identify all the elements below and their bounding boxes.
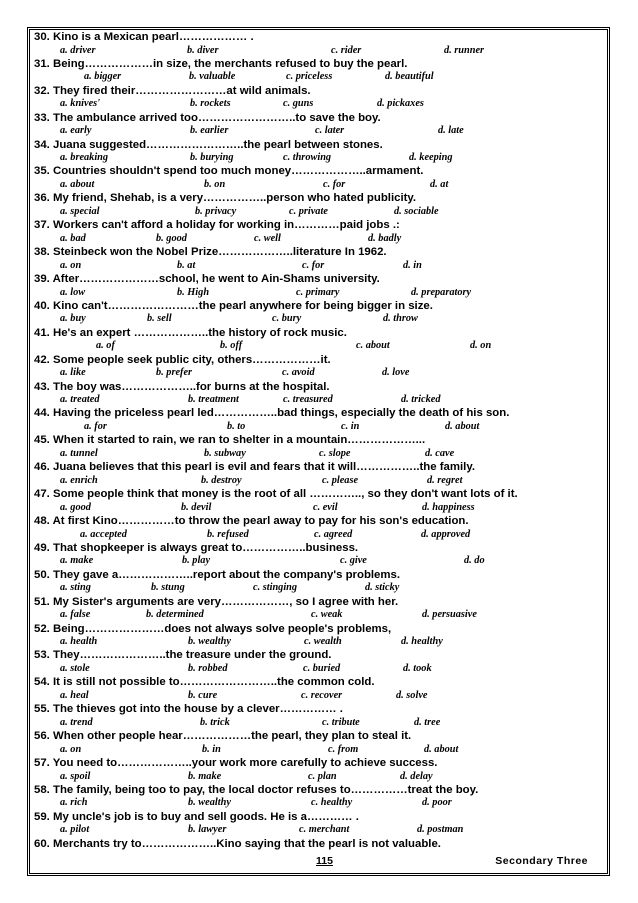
answer-option: d. preparatory	[411, 286, 472, 298]
answer-option: c. healthy	[311, 797, 353, 809]
answer-option: d. on	[470, 340, 492, 352]
answer-option: c. give	[340, 555, 367, 567]
options-row	[34, 554, 604, 568]
answer-option: a. about	[60, 178, 95, 190]
answer-option: b. valuable	[189, 71, 236, 83]
options-row	[34, 339, 604, 353]
answer-option: a. heal	[60, 689, 89, 701]
options-row	[34, 312, 604, 326]
answer-option: c. evil	[313, 501, 338, 513]
options-row	[34, 178, 604, 192]
question-text: 34. Juana suggested……………………..the pearl between stones.	[34, 138, 383, 151]
answer-option: b. robbed	[188, 662, 228, 674]
answer-option: b. destroy	[201, 474, 242, 486]
options-row	[34, 501, 604, 515]
answer-option: b. High	[177, 286, 210, 298]
question-text: 45. When it started to rain, we ran to shelter in a mountain………………...	[34, 434, 426, 447]
question-text: 42. Some people seek public city, others………………it.	[34, 353, 331, 366]
answer-option: c. throwing	[283, 152, 332, 164]
answer-option: d. pickaxes	[377, 98, 424, 110]
answer-option: d. love	[382, 367, 410, 379]
answer-option: b. to	[227, 420, 246, 432]
page-number: 115	[316, 855, 333, 867]
answer-option: d. sociable	[394, 205, 439, 217]
answer-option: c. weak	[311, 609, 343, 621]
answer-option: c. agreed	[314, 528, 353, 540]
options-row	[34, 70, 604, 84]
options-row	[34, 259, 604, 273]
answer-option: b. cure	[188, 689, 218, 701]
answer-option: a. for	[84, 420, 107, 432]
options-row	[34, 581, 604, 595]
options-row	[34, 823, 604, 837]
answer-option: d. poor	[422, 797, 452, 809]
answer-option: d. in	[403, 259, 422, 271]
answer-option: b. trick	[200, 716, 230, 728]
question-text: 57. You need to………………..your work more carefully to achieve success.	[34, 757, 438, 770]
question-text: 31. Being………………in size, the merchants refused to buy the pearl.	[34, 57, 408, 70]
answer-option: a. low	[60, 286, 86, 298]
question-text: 60. Merchants try to………………..Kino saying that the pearl is not valuable.	[34, 837, 441, 850]
options-row	[34, 608, 604, 622]
options-row	[34, 286, 604, 300]
question-text: 46. Juana believes that this pearl is evil and fears that it will……………..the family.	[34, 461, 475, 474]
answer-option: b. in	[202, 743, 221, 755]
answer-option: c. merchant	[299, 824, 350, 836]
answer-option: d. persuasive	[422, 609, 477, 621]
question-text: 41. He's an expert ………………..the history of rock music.	[34, 326, 347, 339]
answer-option: b. rockets	[190, 98, 231, 110]
answer-option: a. on	[60, 743, 82, 755]
answer-option: a. pilot	[60, 824, 90, 836]
options-row	[34, 662, 604, 676]
answer-option: b. stung	[151, 582, 185, 594]
answer-option: a. special	[60, 205, 100, 217]
question-text: 37. Workers can't afford a holiday for working in…………paid jobs .:	[34, 219, 400, 232]
answer-option: c. from	[328, 743, 359, 755]
options-row	[34, 716, 604, 730]
answer-option: d. tricked	[401, 394, 441, 406]
question-text: 58. The family, being too to pay, the local doctor refuses to……………treat the boy.	[34, 783, 479, 796]
answer-option: a. false	[60, 609, 91, 621]
answer-option: b. lawyer	[188, 824, 227, 836]
answer-option: a. health	[60, 636, 98, 648]
answer-option: c. rider	[331, 44, 362, 56]
answer-option: a. good	[60, 501, 91, 513]
question-text: 32. They fired their……………………at wild animals.	[34, 84, 311, 97]
question-text: 33. The ambulance arrived too……………………..to save the boy.	[34, 111, 381, 124]
options-row	[34, 44, 604, 58]
answer-option: c. bury	[272, 313, 302, 325]
answer-option: b. devil	[181, 501, 212, 513]
answer-option: b. make	[188, 770, 222, 782]
question-text: 40. Kino can't……………………the pearl anywhere for being bigger in size.	[34, 299, 433, 312]
answer-option: a. trend	[60, 716, 93, 728]
answer-option: a. on	[60, 259, 82, 271]
answer-option: d. healthy	[401, 636, 443, 648]
answer-option: a. bad	[60, 232, 86, 244]
answer-option: c. wealth	[304, 636, 342, 648]
question-text: 35. Countries shouldn't spend too much money………………..armament.	[34, 165, 424, 178]
answer-option: c. primary	[296, 286, 340, 298]
question-text: 47. Some people think that money is the root of all ………….., so they don't want lots of it.	[34, 488, 518, 501]
answer-option: a. stole	[60, 662, 90, 674]
answer-option: c. well	[254, 232, 281, 244]
answer-option: d. throw	[383, 313, 418, 325]
question-text: 52. Being…………………does not always solve people's problems,	[34, 622, 392, 635]
answer-option: b. at	[177, 259, 196, 271]
answer-option: a. of	[96, 340, 115, 352]
answer-option: b. treatment	[188, 394, 239, 406]
answer-option: a. enrich	[60, 474, 98, 486]
answer-option: d. do	[464, 555, 485, 567]
question-text: 49. That shopkeeper is always great to……………..business.	[34, 541, 359, 554]
answer-option: a. spoil	[60, 770, 91, 782]
options-row	[34, 420, 604, 434]
answer-option: c. private	[289, 205, 328, 217]
answer-option: d. sticky	[365, 582, 400, 594]
answer-option: c. avoid	[282, 367, 315, 379]
answer-option: c. please	[322, 474, 359, 486]
question-text: 38. Steinbeck won the Nobel Prize………………..literature In 1962.	[34, 246, 387, 259]
answer-option: c. stinging	[253, 582, 298, 594]
options-row	[34, 635, 604, 649]
question-text: 50. They gave a………………..report about the company's problems.	[34, 568, 401, 581]
question-text: 56. When other people hear………………the pearl, they plan to steal it.	[34, 730, 412, 743]
question-text: 39. After…………………school, he went to Ain-Shams university.	[34, 273, 380, 286]
grade-level: Secondary Three	[495, 855, 588, 867]
question-text: 59. My uncle's job is to buy and sell goods. He is a………… .	[34, 810, 359, 823]
answer-option: c. for	[323, 178, 346, 190]
answer-option: a. accepted	[80, 528, 127, 540]
question-text: 30. Kino is a Mexican pearl……………… .	[34, 31, 254, 43]
answer-option: a. tunnel	[60, 447, 98, 459]
answer-option: b. determined	[146, 609, 204, 621]
answer-option: a. rich	[60, 797, 88, 809]
answer-option: b. refused	[207, 528, 249, 540]
answer-option: a. driver	[60, 44, 96, 56]
options-row	[34, 97, 604, 111]
options-row	[34, 205, 604, 219]
answer-option: a. like	[60, 367, 86, 379]
answer-option: d. about	[445, 420, 480, 432]
answer-option: b. off	[220, 340, 243, 352]
answer-option: a. knives'	[60, 98, 101, 110]
answer-option: b. prefer	[156, 367, 193, 379]
options-row	[34, 770, 604, 784]
answer-option: b. subway	[204, 447, 246, 459]
options-row	[34, 366, 604, 380]
question-text: 54. It is still not possible to……………………..the common cold.	[34, 676, 375, 689]
options-row	[34, 689, 604, 703]
answer-option: c. buried	[303, 662, 341, 674]
answer-option: c. about	[356, 340, 390, 352]
answer-option: b. wealthy	[188, 636, 231, 648]
answer-option: c. plan	[308, 770, 337, 782]
answer-option: a. bigger	[84, 71, 122, 83]
answer-option: d. took	[403, 662, 432, 674]
answer-option: c. priceless	[286, 71, 333, 83]
answer-option: a. breaking	[60, 152, 109, 164]
answer-option: d. runner	[444, 44, 485, 56]
question-text: 44. Having the priceless pearl led……………..bad things, especially the death of his son.	[34, 407, 510, 420]
answer-option: c. guns	[283, 98, 314, 110]
answer-option: b. diver	[187, 44, 219, 56]
answer-option: d. late	[438, 125, 464, 137]
question-list	[34, 31, 604, 850]
question-text: 55. The thieves got into the house by a clever…………… .	[34, 703, 343, 716]
answer-option: d. at	[430, 178, 449, 190]
answer-option: a. early	[60, 125, 92, 137]
answer-option: b. play	[182, 555, 211, 567]
answer-option: c. slope	[319, 447, 351, 459]
answer-option: d. beautiful	[385, 71, 434, 83]
options-row	[34, 796, 604, 810]
answer-option: b. privacy	[195, 205, 237, 217]
options-row	[34, 232, 604, 246]
answer-option: a. make	[60, 555, 94, 567]
options-row	[34, 743, 604, 757]
question-text: 43. The boy was………………..for burns at the hospital.	[34, 380, 330, 393]
options-row	[34, 474, 604, 488]
answer-option: b. burying	[190, 152, 234, 164]
answer-option: c. for	[302, 259, 325, 271]
answer-option: d. solve	[396, 689, 428, 701]
question-text: 53. They…………………..the treasure under the ground.	[34, 649, 332, 662]
question-text: 51. My Sister's arguments are very………………, so I agree with her.	[34, 595, 399, 608]
answer-option: d. regret	[427, 474, 463, 486]
answer-option: a. treated	[60, 394, 100, 406]
answer-option: b. wealthy	[188, 797, 231, 809]
answer-option: d. delay	[400, 770, 433, 782]
answer-option: b. earlier	[190, 125, 229, 137]
question-text: 48. At first Kino……………to throw the pearl away to pay for his son's education.	[34, 515, 469, 528]
answer-option: d. about	[424, 743, 459, 755]
answer-option: c. in	[341, 420, 360, 432]
options-row	[34, 528, 604, 542]
answer-option: d. tree	[414, 716, 441, 728]
question-text: 36. My friend, Shehab, is a very……………..person who hated publicity.	[34, 192, 417, 205]
answer-option: d. cave	[425, 447, 455, 459]
options-row	[34, 393, 604, 407]
answer-option: b. good	[156, 232, 187, 244]
answer-option: b. sell	[147, 313, 172, 325]
page-footer	[27, 850, 610, 876]
answer-option: c. treasured	[283, 394, 333, 406]
answer-option: b. on	[204, 178, 226, 190]
answer-option: d. keeping	[409, 152, 453, 164]
options-row	[34, 151, 604, 165]
options-row	[34, 447, 604, 461]
answer-option: a. buy	[60, 313, 86, 325]
answer-option: d. postman	[417, 824, 464, 836]
answer-option: d. badly	[368, 232, 402, 244]
answer-option: c. later	[315, 125, 345, 137]
answer-option: c. tribute	[322, 716, 360, 728]
answer-option: c. recover	[301, 689, 343, 701]
answer-option: d. approved	[421, 528, 471, 540]
options-row	[34, 124, 604, 138]
answer-option: d. happiness	[422, 501, 475, 513]
answer-option: a. sting	[60, 582, 91, 594]
